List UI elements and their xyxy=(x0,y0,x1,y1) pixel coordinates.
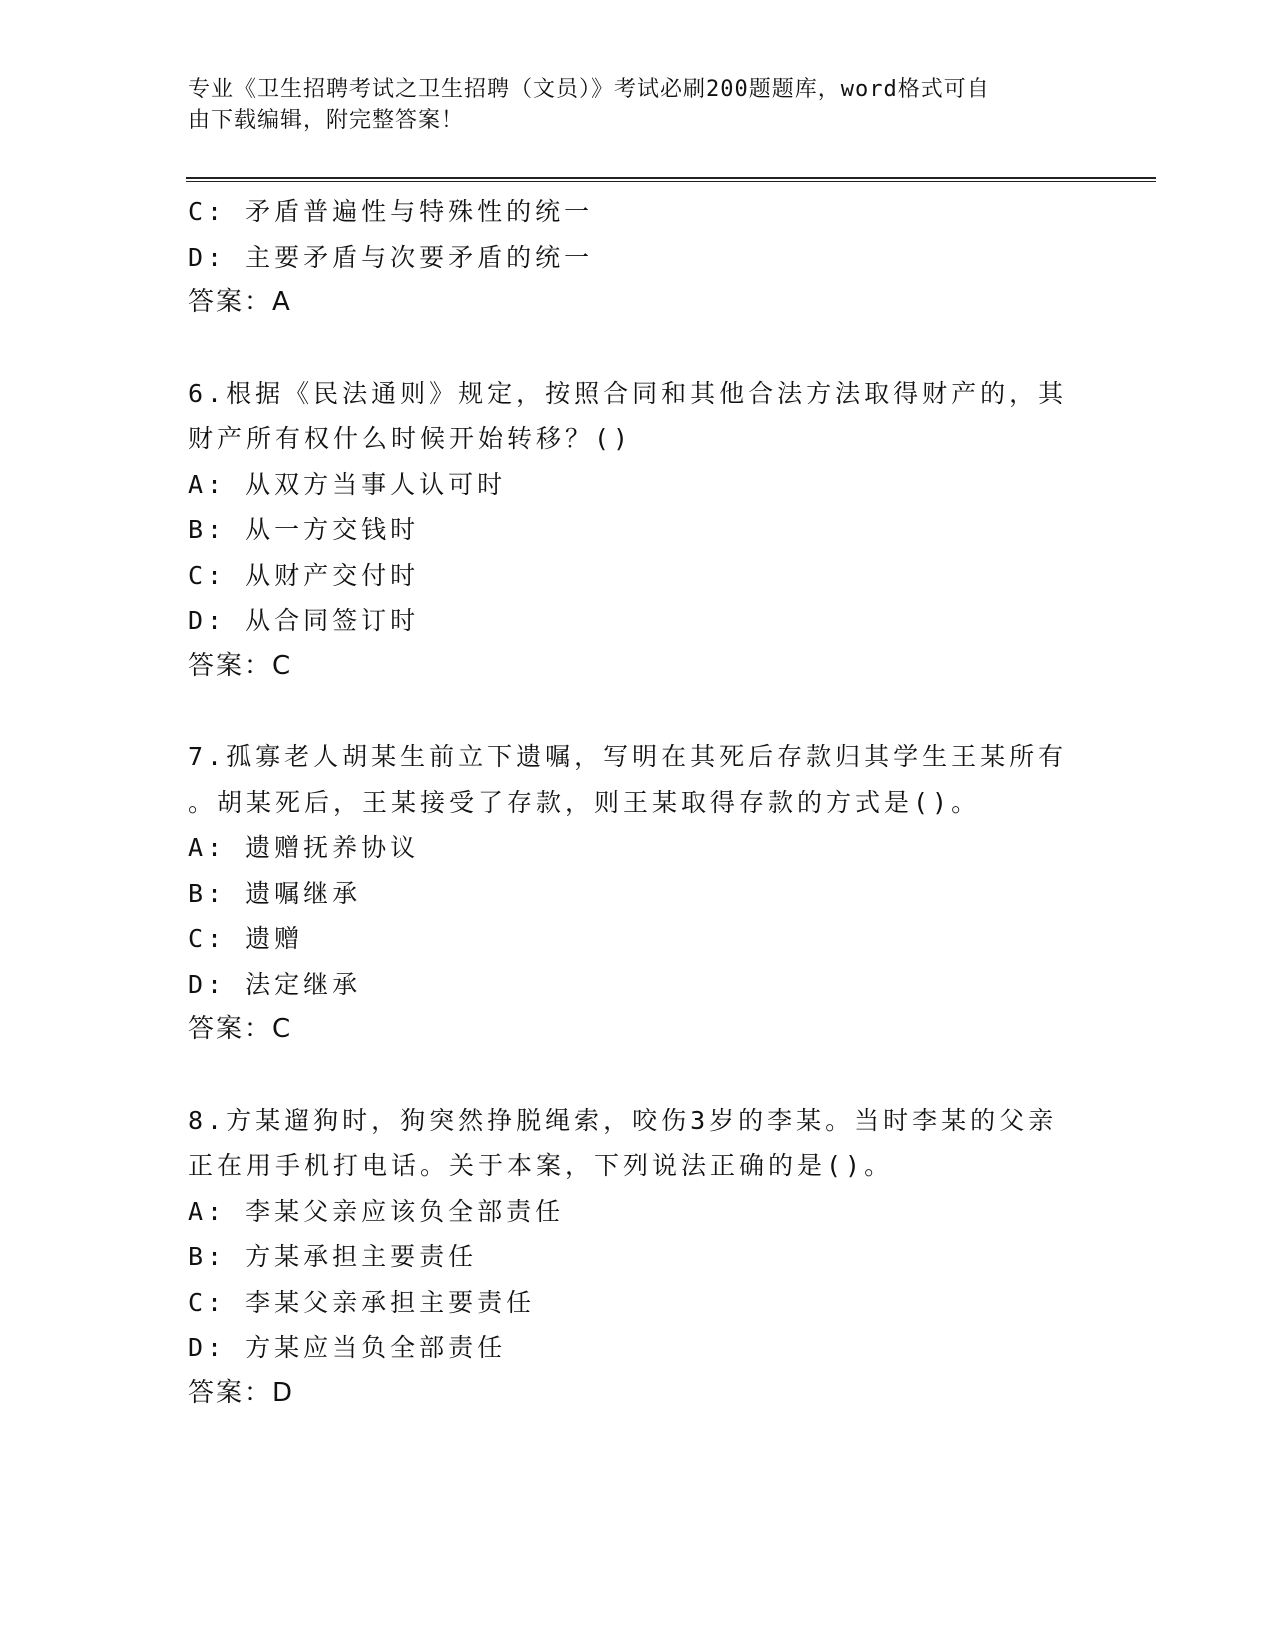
question-8 xyxy=(188,1098,1088,1417)
question-spacer xyxy=(188,689,1088,734)
option-a: A: 李某父亲应该负全部责任 xyxy=(188,1196,565,1226)
question-stem-line-1: 7.孤寡老人胡某生前立下遗嘱，写明在其死后存款归其学生王某所有 xyxy=(188,742,1068,771)
question-spacer xyxy=(188,1053,1088,1098)
option-a: A: 遗赠抚养协议 xyxy=(188,833,420,862)
question-stem-line-1: 8.方某遛狗时，狗突然挣脱绳索，咬伤3岁的李某。当时李某的父亲 xyxy=(188,1105,1058,1135)
option-c: C: 矛盾普遍性与特殊性的统一 xyxy=(188,197,594,226)
header-line-2: 由下载编辑，附完整答案！ xyxy=(188,108,465,133)
header-rule-thick xyxy=(186,177,1156,179)
header-rule-thin xyxy=(186,181,1156,182)
option-c: C: 李某父亲承担主要责任 xyxy=(188,1287,536,1317)
option-d: D: 方某应当负全部责任 xyxy=(188,1333,507,1362)
question-spacer xyxy=(188,326,1088,371)
option-b: B: 遗嘱继承 xyxy=(188,878,362,908)
option-d: D: 从合同签订时 xyxy=(188,606,420,635)
option-d: D: 主要矛盾与次要矛盾的统一 xyxy=(188,242,594,272)
option-b: B: 从一方交钱时 xyxy=(188,515,420,544)
answer-label: 答案：C xyxy=(188,650,293,681)
option-b: B: 方某承担主要责任 xyxy=(188,1242,478,1271)
question-stem-line-2: 。胡某死后，王某接受了存款，则王某取得存款的方式是()。 xyxy=(188,787,981,817)
answer-label: 答案：C xyxy=(188,1014,293,1044)
question-stem-line-2: 财产所有权什么时候开始转移？() xyxy=(188,424,633,453)
answer-label: 答案：D xyxy=(188,1377,295,1408)
option-c: C: 遗赠 xyxy=(188,924,304,953)
question-5-tail xyxy=(188,189,1088,326)
option-a: A: 从双方当事人认可时 xyxy=(188,469,507,499)
question-list xyxy=(188,189,1088,1416)
question-stem-line-2: 正在用手机打电话。关于本案，下列说法正确的是()。 xyxy=(188,1151,894,1180)
document-header xyxy=(188,74,1068,136)
option-c: C: 从财产交付时 xyxy=(188,560,420,590)
question-stem-line-1: 6.根据《民法通则》规定，按照合同和其他合法方法取得财产的，其 xyxy=(188,378,1068,408)
question-7 xyxy=(188,734,1088,1053)
header-line-1: 专业《卫生招聘考试之卫生招聘（文员）》考试必刷200题题库，word格式可自 xyxy=(188,77,990,102)
question-6 xyxy=(188,371,1088,690)
answer-label: 答案：A xyxy=(188,287,292,317)
option-d: D: 法定继承 xyxy=(188,969,362,999)
